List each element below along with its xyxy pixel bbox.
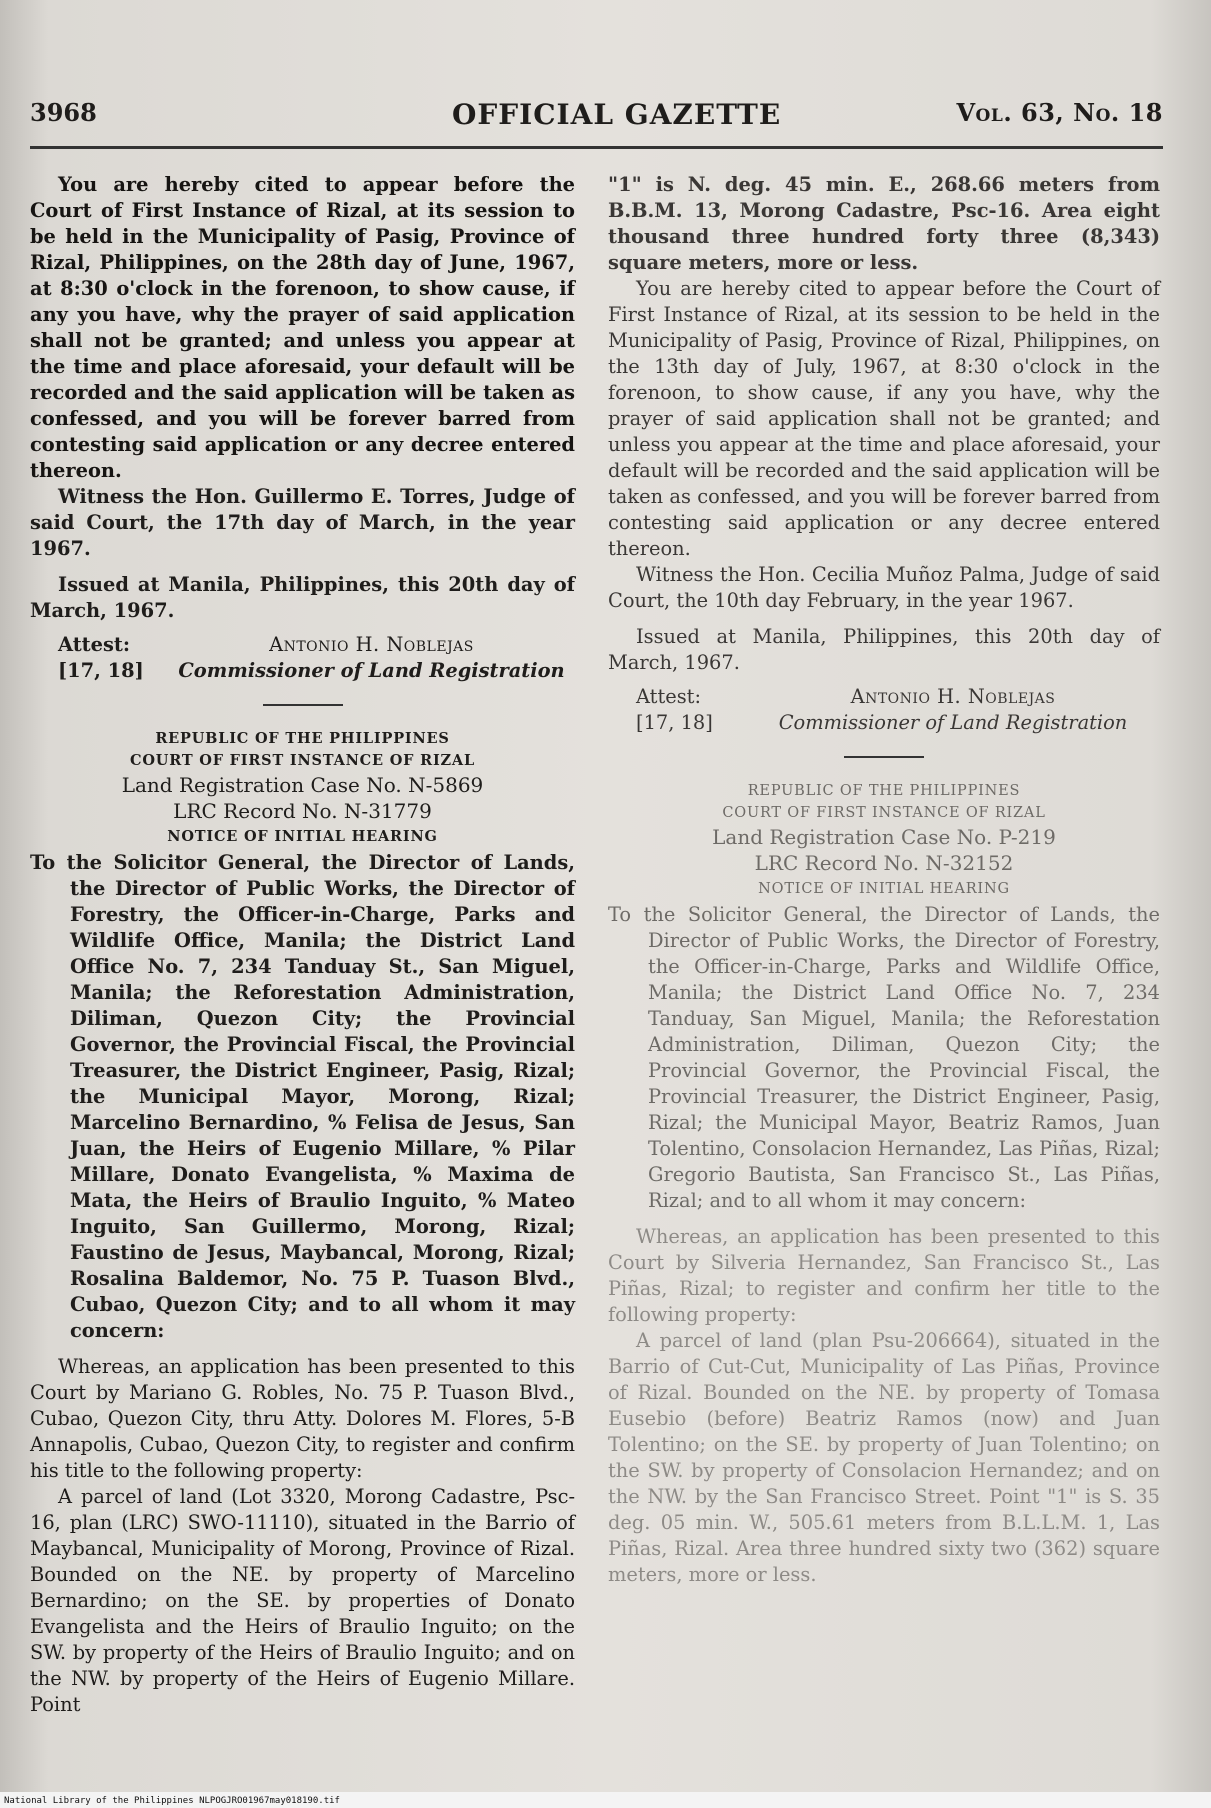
right-case-no: Land Registration Case No. P-219 [712,825,1056,849]
right-continuation: "1" is N. deg. 45 min. E., 268.66 meters from B.B.M. 13, Morong Cadastre, Psc-16. Area eight thousand three hundred forty three (8,343) square meters, more or less. [608,173,1160,274]
left-addressees: To the Solicitor General, the Director of Lands, the Director of Public Works, the Director of Forestry, the Officer-in-Charge, Parks and Wildlife Office, Manila; the District Land Office No. 7, 234 Tanduay St., San Miguel, Manila; the Reforestation Administration, Diliman, Quezon City; the Provincial Governor, the Provincial Fiscal, the Provincial Treasurer, the District Engineer, Pasig, Rizal; the Municipal Mayor, Morong, Rizal; Marcelino Bernardino, % Felisa de Jesus, San Juan, the Heirs of Eugenio Millare, % Pilar Millare, Donato Evangelista, % Maxima de Mata, the Heirs of Braulio Inguito, % Mateo Inguito, San Guillermo, Morong, Rizal; Faustino de Jesus, Maybancal, Morong, Rizal; Rosalina Baldemor, No. 75 P. Tuason Blvd., Cubao, Quezon City; and to all whom it may concern: [30,851,575,1342]
page-header [30,98,1163,131]
left-witness: Witness the Hon. Guillermo E. Torres, Judge of said Court, the 17th day of March, in the year 1967. [30,485,575,560]
right-court-line1: REPUBLIC OF THE PHILIPPINES [747,783,1021,799]
left-issued: Issued at Manila, Philippines, this 20th day of March, 1967. [30,573,575,622]
right-notice-head: NOTICE OF INITIAL HEARING [758,881,1010,897]
gazette-title: OFFICIAL GAZETTE [452,98,782,131]
left-citation: You are hereby cited to appear before the Court of First Instance of Rizal, at its session to be held in the Municipality of Pasig, Province of Rizal, Philippines, on the 28th day of June, 1967, at 8:30 o'clock in the forenoon, to show cause, if any you have, why the prayer of said application shall not be granted; and unless you appear at the time and place aforesaid, your default will be recorded and the said application will be taken as confessed, and you will be forever barred from contesting said application or any decree entered thereon. [30,173,575,482]
right-issue-ref: [17, 18] [636,711,713,734]
right-attest-title: Commissioner of Land Registration [778,711,1128,734]
volume-number: Vol. 63, No. 18 [956,98,1163,127]
left-attest-name: Antonio H. Noblejas [269,633,474,656]
right-parcel: A parcel of land (plan Psu-206664), situated in the Barrio of Cut-Cut, Municipality of Las Piñas, Province of Rizal. Bounded on the NE. by property of Tomasa Eusebio (before) Beatriz Ramos (now) and Juan Tolentino; on the SE. by property of Juan Tolentino; on the SW. by property of Consolacion Hernandez; and on the NW. by the San Francisco Street. Point "1" is S. 35 deg. 05 min. W., 505.61 meters from B.L.L.M. 1, Las Piñas, Rizal. Area three hundred sixty two (362) square meters, more or less. [608,1329,1160,1586]
right-attest-name: Antonio H. Noblejas [850,685,1056,708]
left-issue-ref: [17, 18] [58,659,144,682]
right-issued: Issued at Manila, Philippines, this 20th day of March, 1967. [608,625,1160,674]
right-citation: You are hereby cited to appear before the Court of First Instance of Rizal, at its session to be held in the Municipality of Pasig, Province of Rizal, Philippines, on the 13th day of July, 1967, at 8:30 o'clock in the forenoon, to show cause, if any you have, why the prayer of said application shall not be granted; and unless you appear at the time and place aforesaid, your default will be recorded and the said application will be taken as confessed, and you will be forever barred from contesting said application or any decree entered thereon. [608,277,1160,560]
right-witness: Witness the Hon. Cecilia Muñoz Palma, Judge of said Court, the 10th day February, in the year 1967. [608,563,1160,612]
left-court-line2: COURT OF FIRST INSTANCE OF RIZAL [130,752,475,769]
left-parcel: A parcel of land (Lot 3320, Morong Cadastre, Psc-16, plan (LRC) SWO-11110), situated in the Barrio of Maybancal, Municipality of Morong, Province of Rizal. Bounded on the NE. by property of Marcelino Bernardino; on the SE. by properties of Donato Evangelista and the Heirs of Braulio Inguito; on the SW. by property of the Heirs of Braulio Inguito; and on the NW. by property of the Heirs of Eugenio Millare. Point [30,1485,575,1716]
right-lrc-record: LRC Record No. N-32152 [754,851,1014,875]
right-section-divider [844,756,924,758]
left-case-no: Land Registration Case No. N-5869 [121,773,484,797]
right-attest-title-row [608,710,1160,736]
right-whereas: Whereas, an application has been presented to this Court by Silveria Hernandez, San Francisco St., Las Piñas, Rizal; to register and confirm her title to the following property: [608,1225,1160,1326]
page-number: 3968 [30,98,97,127]
left-citation-block [30,172,575,484]
right-attest [608,684,1160,710]
left-court-line1: REPUBLIC OF THE PHILIPPINES [155,730,450,747]
left-section-divider [263,704,343,706]
right-attest-label: Attest: [636,685,701,708]
left-lrc-record: LRC Record No. N-31779 [173,799,432,823]
left-whereas: Whereas, an application has been presented to this Court by Mariano G. Robles, No. 75 P. Tuason Blvd., Cubao, Quezon City, thru Atty. Dolores M. Flores, 5-B Annapolis, Cubao, Quezon City, to register and confirm his title to the following property: [30,1355,575,1482]
right-column [608,172,1160,1588]
scan-source-note: National Library of the Philippines NLPOGJRO01967may018190.tif [4,1796,340,1806]
right-court-line2: COURT OF FIRST INSTANCE OF RIZAL [722,805,1046,821]
left-attest-label: Attest: [58,633,130,656]
right-addressees: To the Solicitor General, the Director of Lands, the Director of Public Works, the Director of Forestry, the Officer-in-Charge, Parks and Wildlife Office, Manila; the District Land Office No. 7, 234 Tanduay, San Miguel, Manila; the Reforestation Administration, Diliman, Quezon City; the Provincial Governor, the Provincial Fiscal, the Provincial Treasurer, the District Engineer, Pasig, Rizal; the Municipal Mayor, Beatriz Ramos, Juan Tolentino, Consolacion Hernandez, Las Piñas, Rizal; Gregorio Bautista, San Francisco St., Las Piñas, Rizal; and to all whom it may concern: [608,903,1160,1212]
left-attest [30,632,575,658]
left-column [30,172,575,1718]
header-rule [30,146,1163,149]
left-attest-title: Commissioner of Land Registration [178,659,565,682]
left-attest-title-row [30,658,575,684]
left-notice-head: NOTICE OF INITIAL HEARING [167,828,438,845]
